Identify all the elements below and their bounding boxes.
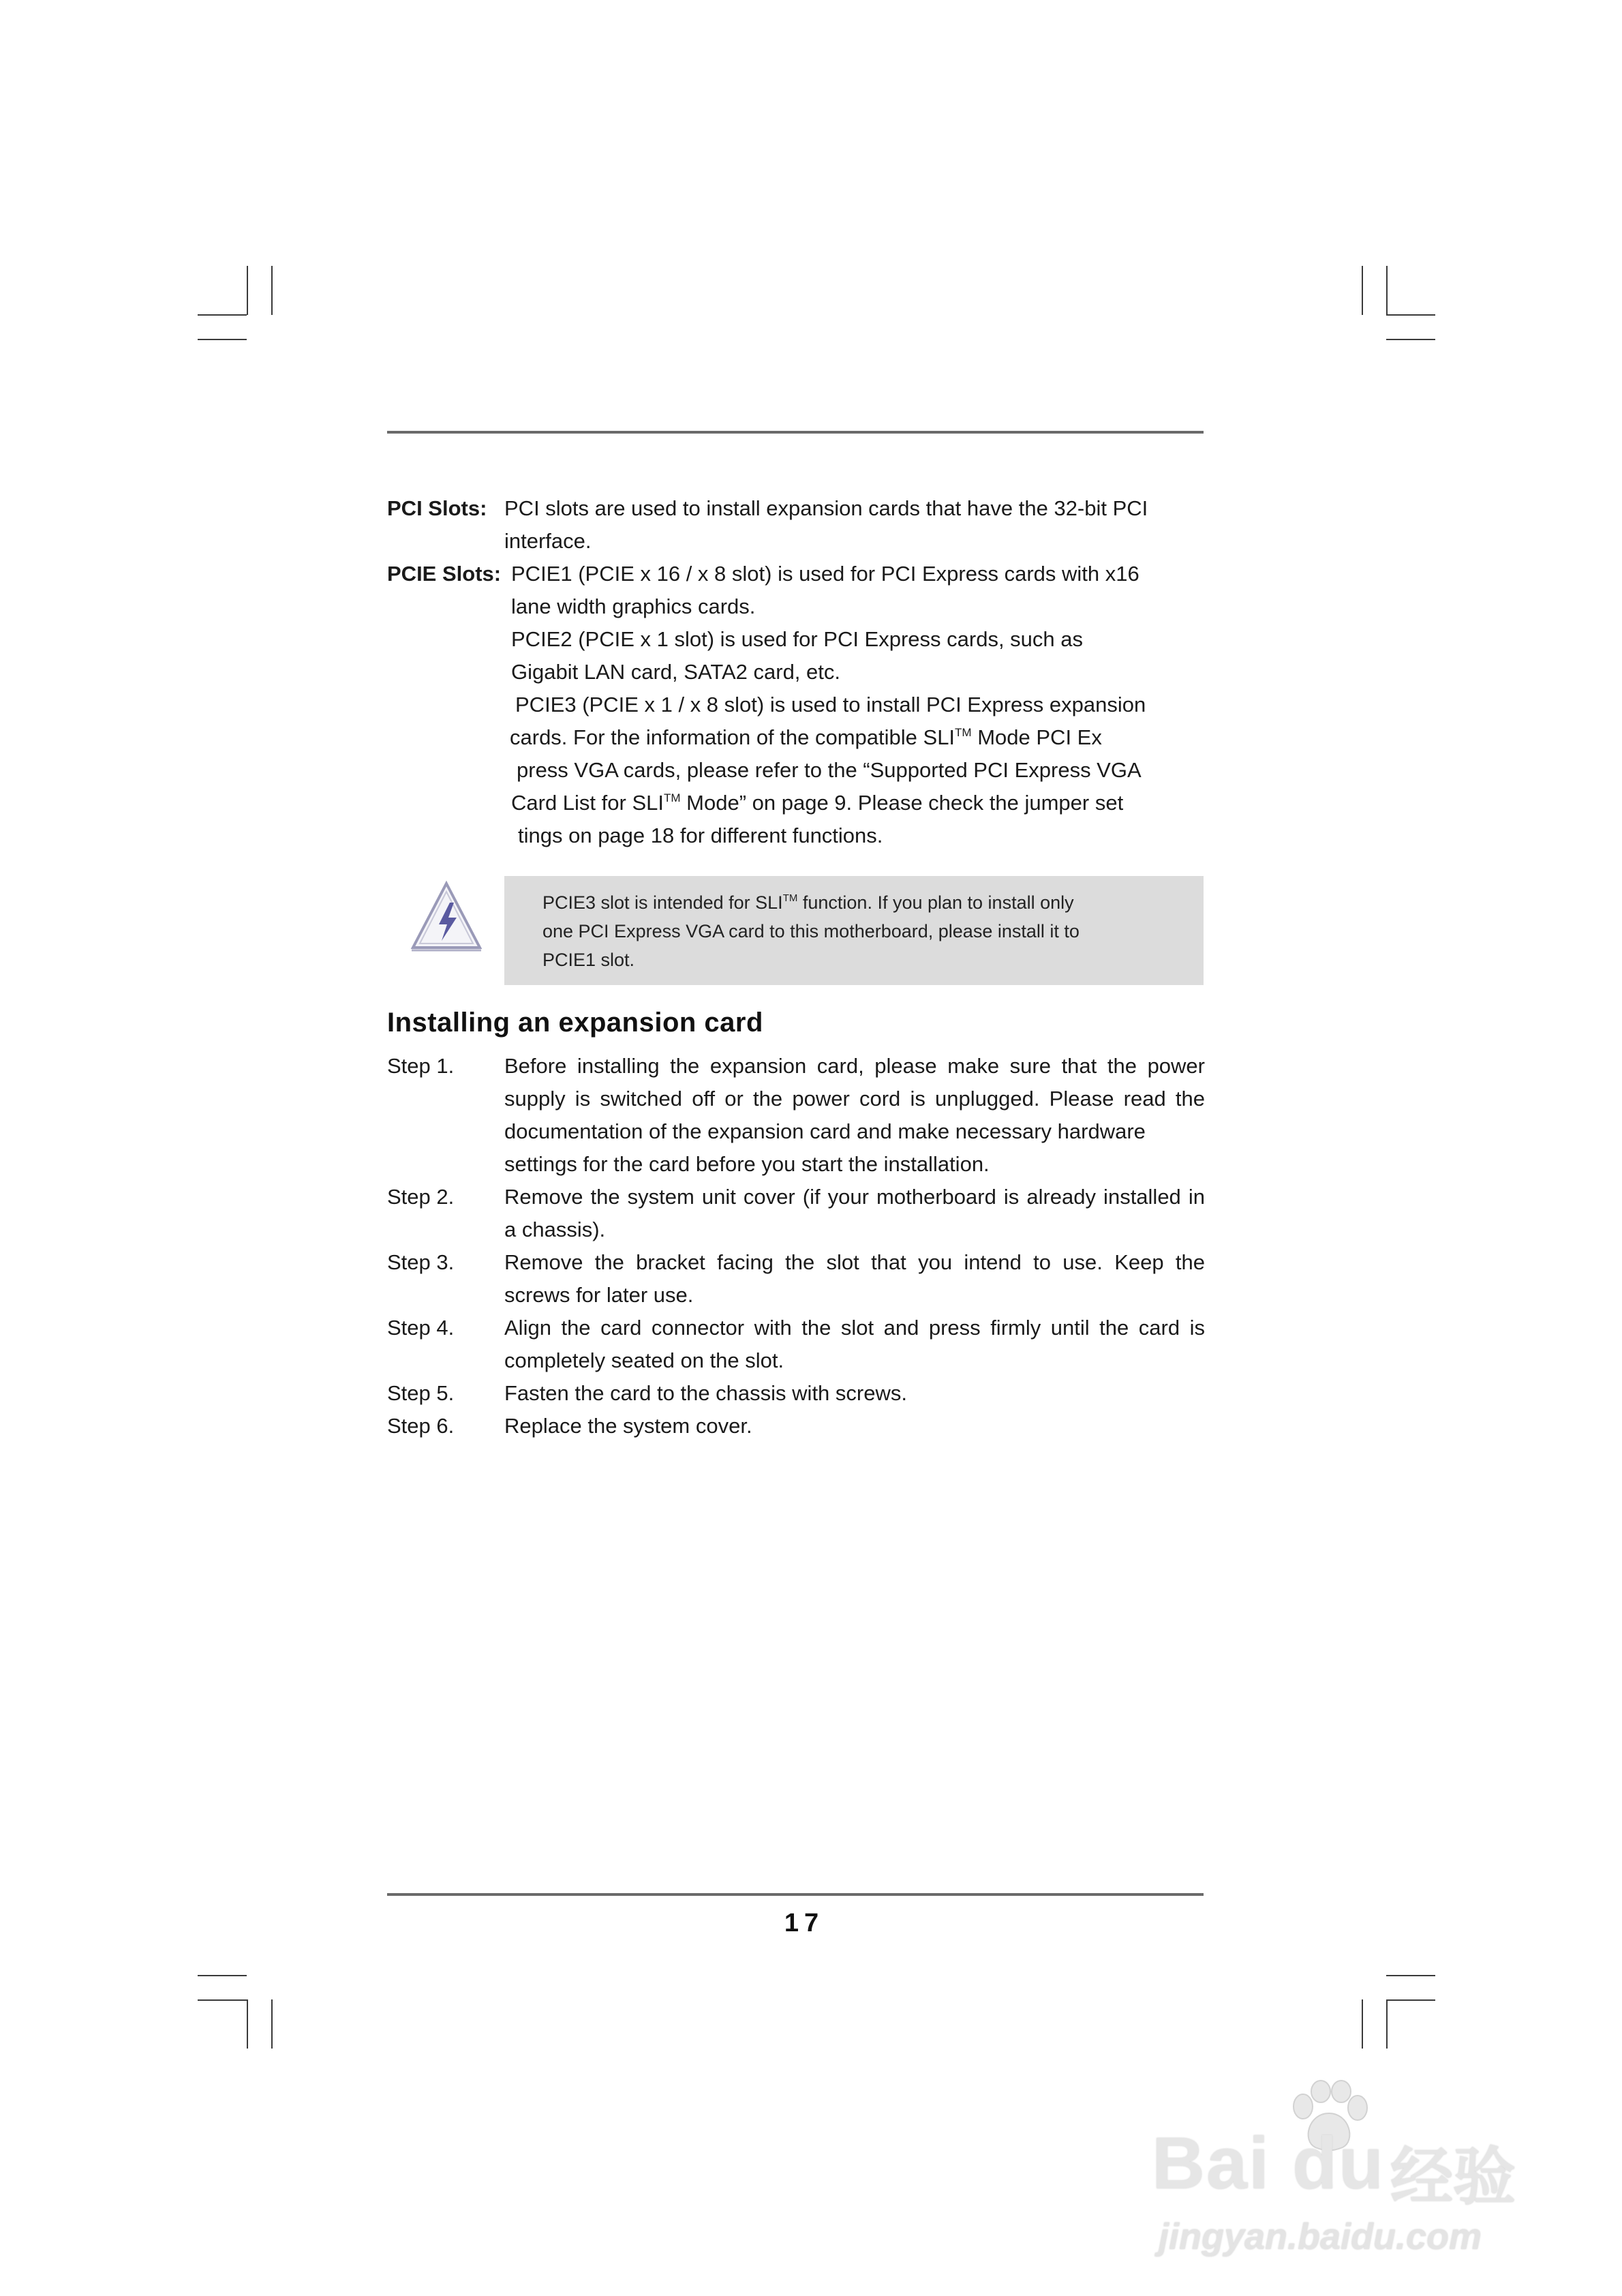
pcie-text-part: Mode” on page 9. Please check the jumper set [686,791,1124,815]
step-text: documentation of the expansion card and make necessary hardware [504,1119,1146,1143]
pcie-slots-text: lane width graphics cards. [511,594,756,618]
pci-slots-text: PCI slots are used to install expansion cards that have the 32-bit PCI [504,496,1148,520]
crop-mark [1386,1975,1435,1976]
step-number: Step 1. [387,1054,455,1078]
step-row-line [387,1148,1205,1181]
pcie-slots-row-9 [387,819,1205,852]
step-number: Step 2. [387,1185,455,1209]
step-number: Step 5. [387,1381,455,1405]
step-row-line [387,1344,1205,1377]
pcie-slots-label: PCIE Slots: [387,562,502,586]
pcie-slots-row-4 [387,656,1205,689]
pci-slots-text: interface. [504,529,592,553]
note-box [504,876,1204,985]
trademark: TM [782,892,798,904]
pcie-slots-text [510,721,1102,754]
page-number: 17 [784,1909,825,1937]
pcie-slots-row [387,558,1205,590]
warning-triangle-icon [409,879,484,954]
pcie-text-part: Mode PCI Ex [977,725,1102,749]
pcie-text-part: Card List for SLI [511,791,664,815]
pcie-slots-text: Gigabit LAN card, SATA2 card, etc. [511,660,840,684]
pcie-slots-text: press VGA cards, please refer to the “Supported PCI Express VGA [517,758,1142,782]
crop-mark [198,314,247,316]
pci-slots-label: PCI Slots: [387,496,487,520]
step-row [387,1246,1205,1279]
step-text: settings for the card before you start the installation. [504,1152,990,1176]
crop-mark [1386,1999,1435,2001]
pcie-slots-text: PCIE1 (PCIE x 16 / x 8 slot) is used for PCI Express cards with x16 [511,562,1139,586]
crop-mark [271,1999,273,2049]
trademark: TM [663,791,681,804]
footer-rule [387,1893,1204,1896]
step-text: Remove the bracket facing the slot that you intend to use. Keep the [504,1250,1205,1274]
crop-mark [198,339,247,340]
crop-mark [198,1999,247,2001]
step-row-line [387,1115,1205,1148]
pcie-slots-row-8 [387,787,1205,819]
pcie-slots-row-2 [387,590,1205,623]
pcie-text-part: cards. For the information of the compatible SLI [510,725,955,749]
watermark-url: jingyan.baidu.com [1159,2216,1482,2257]
step-row [387,1312,1205,1344]
crop-mark [198,1975,247,1976]
baidu-watermark [1152,2079,1533,2256]
crop-mark [1362,266,1363,315]
pcie-slots-row-7 [387,754,1205,787]
pcie-slots-row-5 [387,689,1205,721]
crop-mark [271,266,273,315]
trademark: TM [955,726,972,739]
crop-mark [1386,266,1388,315]
pcie-slots-text: PCIE3 (PCIE x 1 / x 8 slot) is used to install PCI Express expansion [515,693,1146,716]
pci-slots-row [387,492,1205,525]
pcie-slots-text: PCIE2 (PCIE x 1 slot) is used for PCI Express cards, such as [511,627,1084,651]
step-row [387,1181,1205,1213]
step-row [387,1410,1205,1442]
section-title: Installing an expansion card [387,1008,763,1038]
pcie-slots-row-6 [387,721,1205,754]
step-text: screws for later use. [504,1283,694,1307]
note-line [542,888,1074,917]
step-text: Align the card connector with the slot and press firmly until the card is [504,1316,1205,1340]
step-text: completely seated on the slot. [504,1348,784,1372]
crop-mark [1386,314,1435,316]
step-row-line [387,1213,1205,1246]
step-row-line [387,1279,1205,1312]
step-row [387,1377,1205,1410]
note-line: PCIE1 slot. [542,950,635,970]
pcie-slots-row-3 [387,623,1205,656]
watermark-logo: Bai du [1152,2121,1386,2204]
note-line: one PCI Express VGA card to this motherboard, please install it to [542,921,1080,941]
step-row-line [387,1083,1205,1115]
pcie-slots-text [511,787,1123,819]
step-text: Before installing the expansion card, please make sure that the power [504,1054,1205,1078]
step-row [387,1050,1205,1083]
watermark-cn: 经验 [1390,2143,1516,2212]
note-text: PCIE3 slot is intended for SLI [542,892,783,913]
crop-mark [247,266,248,315]
crop-mark [1362,1999,1363,2049]
header-rule [387,431,1204,434]
step-text: Fasten the card to the chassis with screws. [504,1381,907,1405]
pci-slots-row-2 [387,525,1205,558]
crop-mark [247,1999,248,2049]
step-number: Step 3. [387,1250,455,1274]
note-text: function. If you plan to install only [802,892,1074,913]
slot-descriptions [387,492,1205,852]
steps-list [387,1050,1205,1442]
crop-mark [1386,1999,1388,2049]
crop-mark [1386,339,1435,340]
step-text: supply is switched off or the power cord is unplugged. Please read the [504,1087,1205,1111]
step-number: Step 6. [387,1414,455,1438]
pcie-slots-text: tings on page 18 for different functions. [518,824,883,847]
step-text: a chassis). [504,1218,606,1241]
step-text: Remove the system unit cover (if your motherboard is already installed in [504,1185,1205,1209]
step-text: Replace the system cover. [504,1414,752,1438]
step-number: Step 4. [387,1316,455,1340]
